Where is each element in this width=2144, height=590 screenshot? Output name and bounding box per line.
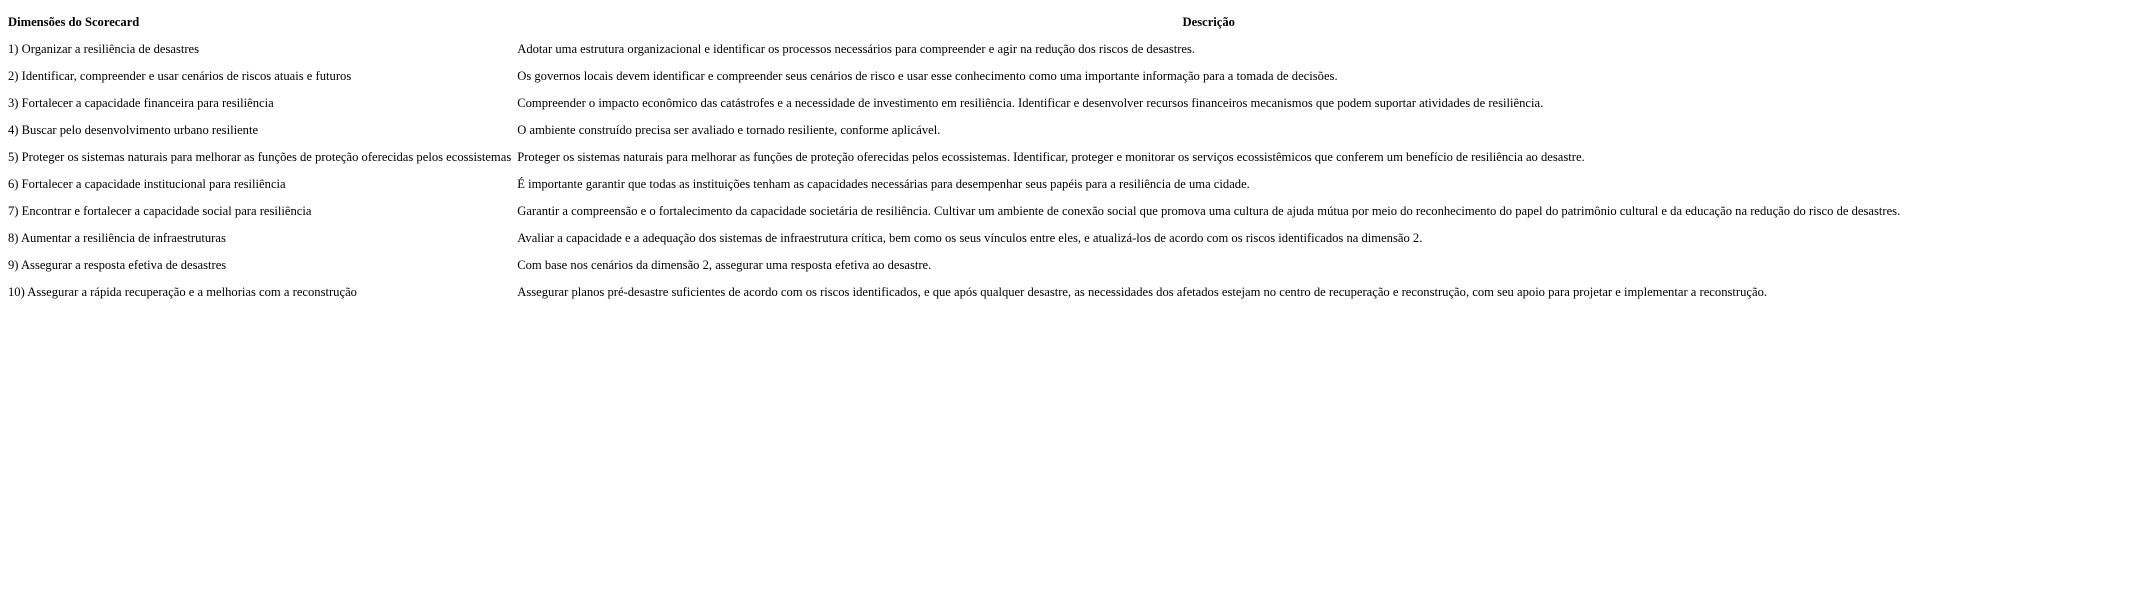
table-row [6,172,1902,197]
description-column-header: Descrição [1182,15,1235,29]
dimension-cell: 3) Fortalecer a capacidade financeira para resiliência [8,96,274,110]
dimension-column-header: Dimensões do Scorecard [8,15,140,29]
scorecard-table [4,8,1904,307]
table-row [6,145,1902,170]
dimension-cell: 10) Assegurar a rápida recuperação e a melhorias com a reconstrução [8,285,357,299]
table-row [6,226,1902,251]
dimension-cell: 5) Proteger os sistemas naturais para melhorar as funções de proteção oferecidas pelos ecossistemas [8,150,512,164]
dimension-cell: 7) Encontrar e fortalecer a capacidade social para resiliência [8,204,312,218]
description-cell: Os governos locais devem identificar e compreender seus cenários de risco e usar esse conhecimento como uma importante informação para a tomada de decisões. [517,69,1338,83]
table-row [6,118,1902,143]
dimension-cell: 9) Assegurar a resposta efetiva de desastres [8,258,227,272]
description-cell: Avaliar a capacidade e a adequação dos sistemas de infraestrutura crítica, bem como os seus vínculos entre eles, e atualizá-los de acordo com os riscos identificados na dimensão 2. [517,231,1423,245]
table-row [6,91,1902,116]
description-cell: Compreender o impacto econômico das catástrofes e a necessidade de investimento em resiliência. Identificar e desenvolver recursos financeiros mecanismos que podem suportar atividades de resiliência. [517,96,1544,110]
description-cell: Assegurar planos pré-desastre suficientes de acordo com os riscos identificados, e que após qualquer desastre, as necessidades dos afetados estejam no centro de recuperação e reconstrução, com seu apoio para projetar e implementar a reconstrução. [517,285,1768,299]
dimension-cell: 6) Fortalecer a capacidade institucional para resiliência [8,177,286,191]
description-cell: Proteger os sistemas naturais para melhorar as funções de proteção oferecidas pelos ecossistemas. Identificar, proteger e monitorar os serviços ecossistêmicos que conferem um benefício de resiliência ao desastre. [517,150,1585,164]
description-cell: Garantir a compreensão e o fortalecimento da capacidade societária de resiliência. Cultivar um ambiente de conexão social que promova uma cultura de ajuda mútua por meio do reconhecimento do papel do patrimônio cultural e da educação na redução do risco de desastres. [517,204,1901,218]
table-row [6,199,1902,224]
dimension-cell: 8) Aumentar a resiliência de infraestruturas [8,231,226,245]
description-cell: O ambiente construído precisa ser avaliado e tornado resiliente, conforme aplicável. [517,123,941,137]
description-cell: Com base nos cenários da dimensão 2, assegurar uma resposta efetiva ao desastre. [517,258,932,272]
dimension-cell: 1) Organizar a resiliência de desastres [8,42,200,56]
table-row [6,253,1902,278]
dimension-cell: 2) Identificar, compreender e usar cenários de riscos atuais e futuros [8,69,352,83]
table-row [6,280,1902,305]
table-row [6,64,1902,89]
table-row [6,37,1902,62]
description-cell: É importante garantir que todas as instituições tenham as capacidades necessárias para desempenhar seus papéis para a resiliência de uma cidade. [517,177,1250,191]
dimension-cell: 4) Buscar pelo desenvolvimento urbano resiliente [8,123,259,137]
description-cell: Adotar uma estrutura organizacional e identificar os processos necessários para compreender e agir na redução dos riscos de desastres. [517,42,1196,56]
header-row [6,10,1902,35]
